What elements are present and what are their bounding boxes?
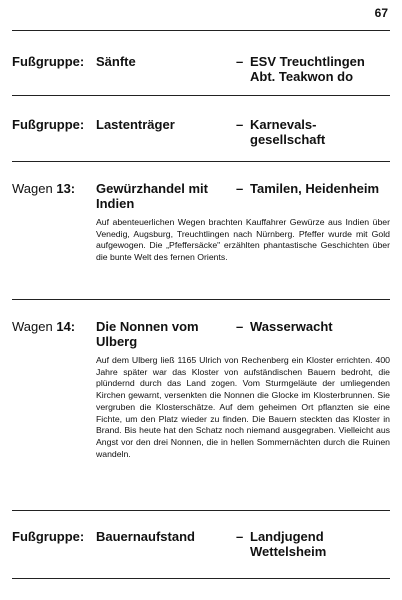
entry-description: Auf abenteuerlichen Wegen brachten Kauffahrer Gewürze aus Indien über Venedig, Augsburg, Treuchtlingen nach Nürnberg. Pfeffer wurde mit Gold aufgewogen. Die „Pfeffersäcke" erzählten phantastische Geschichten über die bunte Welt des fernen Orients.	[96, 217, 390, 263]
entry-kind: Fußgruppe:	[12, 529, 85, 544]
entry-kind: Fußgruppe:	[12, 54, 85, 69]
entry-group: Landjugend Wettelsheim	[250, 529, 327, 559]
divider-top	[12, 30, 390, 31]
entry-head	[12, 54, 390, 84]
entry-head	[12, 529, 390, 559]
entry-head	[12, 117, 390, 147]
entry-bauernaufstand	[12, 529, 390, 559]
entry-dash: –	[236, 181, 244, 196]
divider-bottom	[12, 578, 390, 579]
entry-dash: –	[236, 117, 244, 132]
divider	[12, 299, 390, 300]
divider	[12, 95, 390, 96]
entry-dash: –	[236, 529, 244, 544]
entry-kind	[12, 181, 96, 196]
entry-wagen-14	[12, 319, 390, 349]
entry-title: Bauernaufstand	[96, 529, 195, 544]
divider	[12, 161, 390, 162]
divider	[12, 510, 390, 511]
entry-kind	[12, 319, 96, 334]
entry-saenfte	[12, 54, 390, 84]
entry-title: Gewürzhandel mit Indien	[96, 181, 208, 211]
entry-dash: –	[236, 319, 244, 334]
wagen-label: Wagen	[12, 181, 53, 196]
page-number: 67	[374, 6, 388, 20]
entry-group: Karnevals-gesellschaft	[250, 117, 326, 147]
entry-head	[12, 181, 390, 211]
wagen-number: 13:	[56, 181, 76, 196]
entry-group: ESV Treuchtlingen Abt. Teakwon do	[250, 54, 365, 84]
entry-dash: –	[236, 54, 244, 69]
entry-kind: Fußgruppe:	[12, 117, 85, 132]
entry-wagen-13	[12, 181, 390, 211]
entry-lastentraeger	[12, 117, 390, 147]
entry-group: Tamilen, Heidenheim	[250, 181, 380, 196]
entry-description: Auf dem Ulberg ließ 1165 Ulrich von Rechenberg ein Kloster errichten. 400 Jahre später war das Kloster von aufständischen Bauern bedroht, die plündernd durch das Land zogen. Vom Sturmgeläute der umliegenden Kirchen gewarnt, versenkten die Nonnen die Glocke im Klosterbrunnen. Sie vergruben die Klosterschätze. Auf dem geheimen Ort pflanzten sie eine Fichte, um den Platz wieder zu finden. Die Bauern steckten das Kloster in Brand. Bis heute hat den Schatz noch niemand ausgegraben. Vielleicht aus Angst vor den drei Nonnen, die in hellen Sommernächten durch die Ruinen wandeln.	[96, 355, 390, 459]
entry-title: Die Nonnen vom Ulberg	[96, 319, 199, 349]
wagen-number: 14:	[56, 319, 76, 334]
entry-head	[12, 319, 390, 349]
entry-group: Wasserwacht	[250, 319, 333, 334]
entry-title: Lastenträger	[96, 117, 175, 132]
wagen-label: Wagen	[12, 319, 53, 334]
entry-title: Sänfte	[96, 54, 136, 69]
